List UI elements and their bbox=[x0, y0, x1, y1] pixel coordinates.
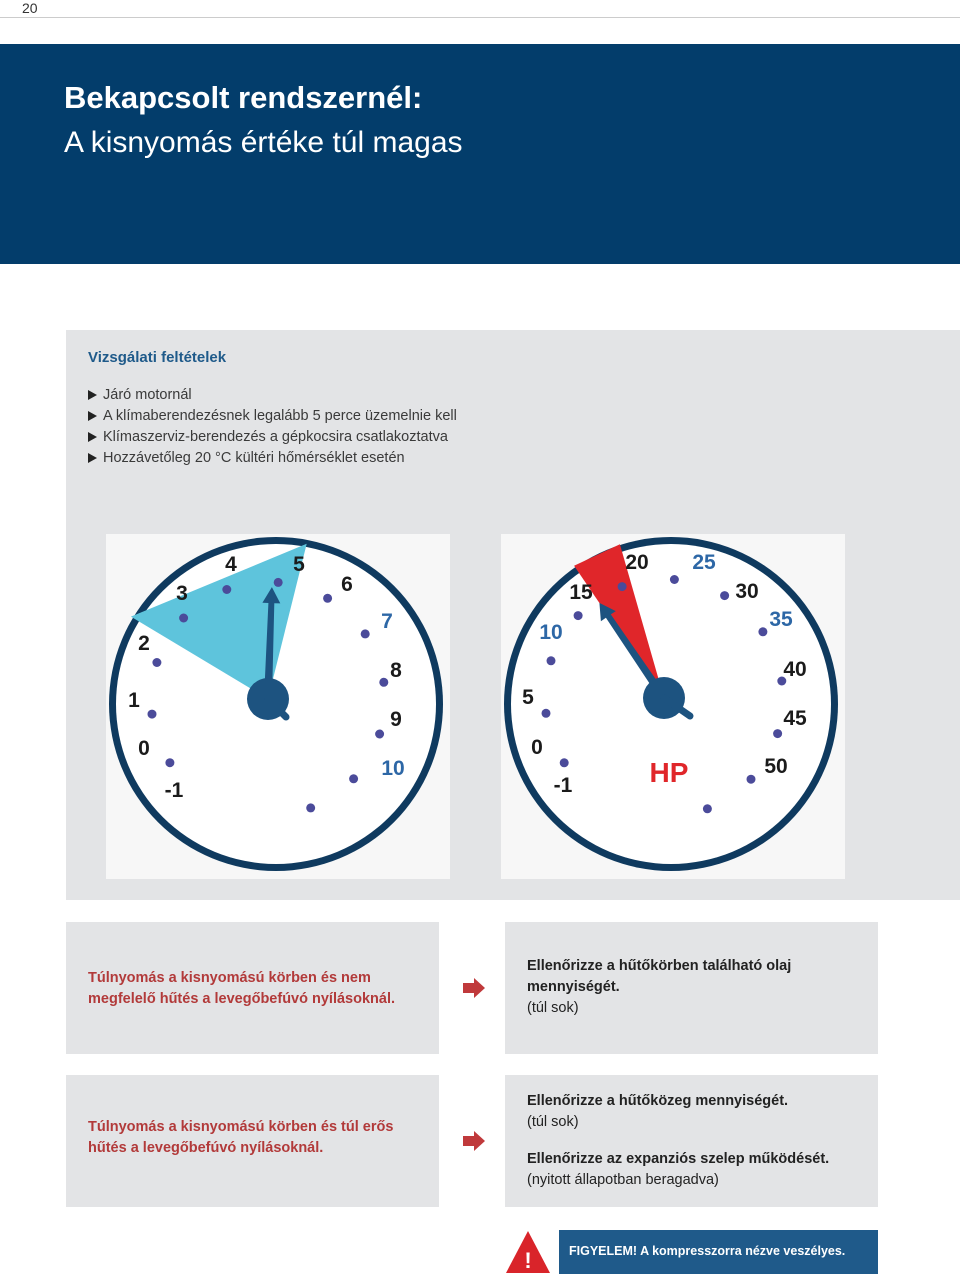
tick-dot bbox=[773, 729, 782, 738]
tick-dot bbox=[179, 614, 188, 623]
top-divider bbox=[0, 17, 960, 18]
tick-dot bbox=[720, 591, 729, 600]
warning-symbol: ! bbox=[524, 1248, 532, 1273]
triangle-bullet-icon bbox=[88, 432, 97, 442]
high-pressure-gauge-svg bbox=[501, 534, 845, 879]
triangle-bullet-icon bbox=[88, 411, 97, 421]
tick-dot bbox=[560, 758, 569, 767]
tick-label: 1 bbox=[128, 689, 140, 712]
action-text: Ellenőrizze az expanziós szelep működését. bbox=[527, 1151, 830, 1167]
tick-label: 10 bbox=[381, 757, 405, 780]
list-item bbox=[88, 426, 457, 447]
tick-label: 40 bbox=[783, 658, 807, 681]
tick-label: -1 bbox=[164, 779, 184, 802]
action-note: (nyitott állapotban beragadva) bbox=[527, 1172, 719, 1188]
triangle-bullet-icon bbox=[88, 390, 97, 400]
page-number: 20 bbox=[22, 0, 38, 16]
condition-text: Járó motornál bbox=[103, 386, 192, 403]
tick-label: 3 bbox=[176, 582, 188, 605]
page-title: Bekapcsolt rendszernél: bbox=[64, 80, 423, 115]
tick-label: 50 bbox=[764, 755, 788, 778]
tick-dot bbox=[152, 658, 161, 667]
tick-label: 0 bbox=[138, 737, 150, 760]
tick-label: 6 bbox=[341, 573, 353, 596]
tick-dot bbox=[349, 774, 358, 783]
tick-label: 5 bbox=[522, 686, 534, 709]
tick-dot bbox=[361, 629, 370, 638]
tick-dot bbox=[547, 656, 556, 665]
warning-text: FIGYELEM! A kompresszorra nézve veszélyes. bbox=[569, 1244, 846, 1258]
condition-text: A klímaberendezésnek legalább 5 perce üzemelnie kell bbox=[103, 407, 457, 424]
cause-box bbox=[66, 1075, 439, 1207]
action-item bbox=[527, 1149, 858, 1191]
high-pressure-gauge bbox=[501, 534, 845, 879]
tick-dot bbox=[323, 594, 332, 603]
hp-label: HP bbox=[649, 757, 689, 788]
tick-dot bbox=[574, 611, 583, 620]
condition-text: Hozzávetőleg 20 °C kültéri hőmérséklet esetén bbox=[103, 449, 405, 466]
cause-text: Túlnyomás a kisnyomású körben és túl erős hűtés a levegőbefúvó nyílásoknál. bbox=[88, 1119, 394, 1156]
tick-label: 15 bbox=[569, 581, 593, 604]
tick-label: 10 bbox=[539, 621, 563, 644]
tick-label: 45 bbox=[783, 707, 807, 730]
tick-dot bbox=[379, 678, 388, 687]
tick-dot bbox=[618, 582, 627, 591]
tick-label: 0 bbox=[531, 736, 543, 759]
tick-dot bbox=[375, 730, 384, 739]
arrow-right-icon bbox=[463, 978, 485, 998]
tick-dot bbox=[222, 585, 231, 594]
tick-label: 8 bbox=[390, 659, 402, 682]
tick-dot bbox=[542, 709, 551, 718]
conditions-heading: Vizsgálati feltételek bbox=[88, 349, 227, 366]
tick-dot bbox=[165, 758, 174, 767]
tick-dot bbox=[670, 575, 679, 584]
action-text: Ellenőrizze a hűtőközeg mennyiségét. bbox=[527, 1093, 789, 1109]
condition-text: Klímaszerviz-berendezés a gépkocsira csatlakoztatva bbox=[103, 428, 448, 445]
tick-dot bbox=[758, 627, 767, 636]
tick-dot bbox=[274, 578, 283, 587]
cause-text: Túlnyomás a kisnyomású körben és nem megfelelő hűtés a levegőbefúvó nyílásoknál. bbox=[88, 970, 396, 1007]
tick-label: -1 bbox=[553, 774, 573, 797]
action-note: (túl sok) bbox=[527, 1000, 579, 1016]
tick-label: 20 bbox=[625, 551, 649, 574]
warning-bar bbox=[559, 1230, 878, 1274]
tick-label: 9 bbox=[390, 708, 402, 731]
triangle-bullet-icon bbox=[88, 453, 97, 463]
list-item bbox=[88, 384, 457, 405]
cause-box bbox=[66, 922, 439, 1054]
list-item bbox=[88, 447, 457, 468]
warning-icon bbox=[505, 1230, 551, 1274]
action-item bbox=[527, 1091, 858, 1133]
action-box bbox=[505, 922, 878, 1054]
tick-label: 4 bbox=[225, 553, 237, 576]
low-pressure-gauge bbox=[106, 534, 450, 879]
conditions-list bbox=[88, 384, 457, 468]
tick-label: 5 bbox=[293, 553, 305, 576]
tick-label: 7 bbox=[381, 610, 393, 633]
action-text: Ellenőrizze a hűtőkörben található olaj mennyiségét. bbox=[527, 958, 792, 995]
list-item bbox=[88, 405, 457, 426]
action-box bbox=[505, 1075, 878, 1207]
tick-label: 25 bbox=[692, 551, 716, 574]
tick-label: 2 bbox=[138, 632, 150, 655]
action-item bbox=[527, 956, 858, 1019]
page-subtitle: A kisnyomás értéke túl magas bbox=[64, 126, 463, 159]
arrow-right-icon bbox=[463, 1131, 485, 1151]
tick-dot bbox=[747, 775, 756, 784]
tick-dot bbox=[306, 803, 315, 812]
tick-label: 35 bbox=[769, 608, 793, 631]
action-note: (túl sok) bbox=[527, 1114, 579, 1130]
tick-dot bbox=[703, 804, 712, 813]
low-pressure-gauge-svg bbox=[106, 534, 450, 879]
tick-dot bbox=[148, 710, 157, 719]
tick-label: 30 bbox=[735, 580, 759, 603]
